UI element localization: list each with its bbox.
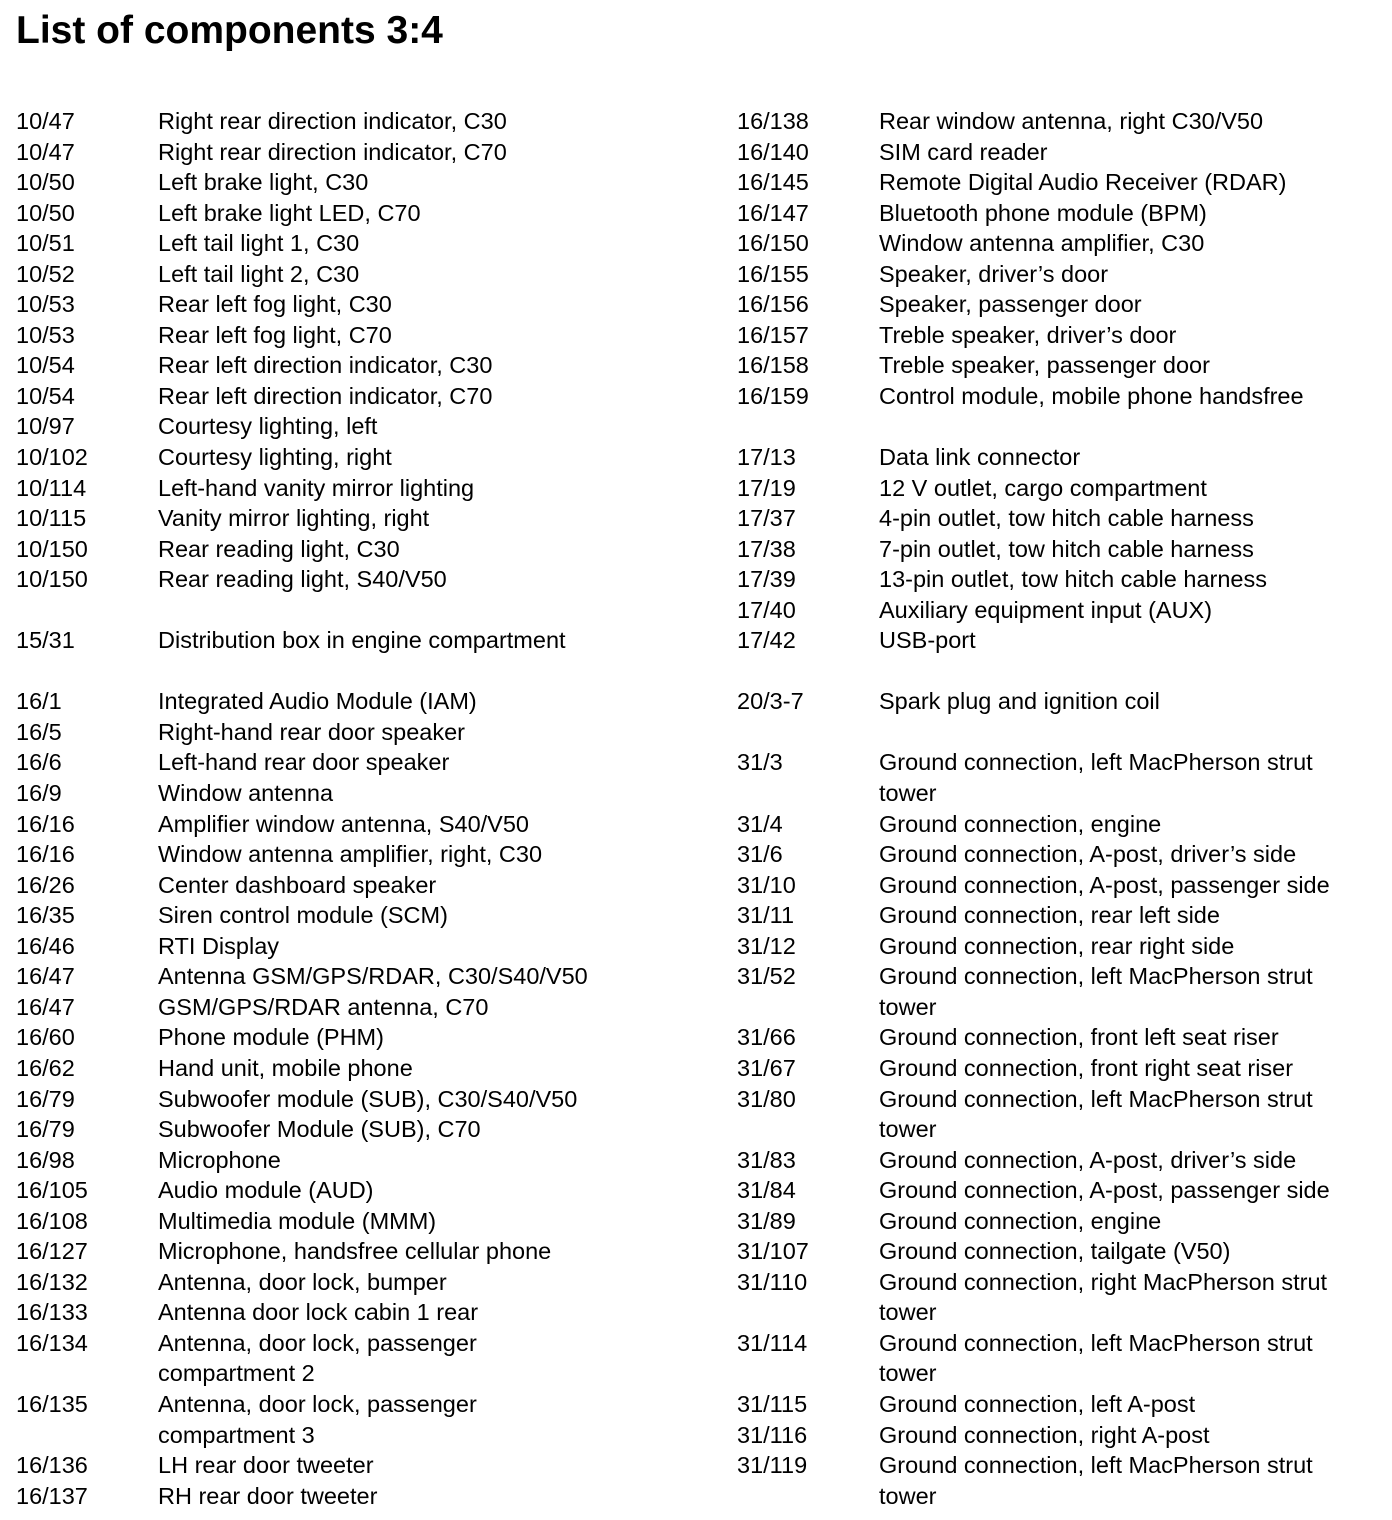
component-code: 16/1: [16, 688, 62, 715]
component-code: 17/37: [737, 505, 796, 532]
component-entry: [16, 534, 716, 565]
component-code: 31/10: [737, 871, 796, 898]
component-description: Microphone: [158, 1146, 281, 1173]
component-entry: [737, 564, 1387, 595]
component-code: 16/136: [16, 1452, 88, 1479]
component-code: 31/115: [737, 1390, 808, 1417]
component-entry: [737, 625, 1387, 656]
component-code: 31/80: [737, 1085, 796, 1112]
component-description: Window antenna amplifier, C30: [879, 230, 1205, 257]
component-code: 10/53: [16, 291, 75, 318]
component-entry: [16, 1206, 716, 1237]
component-description: Ground connection, front right seat riser: [879, 1054, 1294, 1081]
component-code: 16/137: [16, 1482, 88, 1509]
component-code: 10/47: [16, 138, 75, 165]
component-code: 31/107: [737, 1238, 809, 1265]
component-code: 31/6: [737, 841, 783, 868]
group-spacer: [16, 595, 716, 626]
component-entry: [737, 839, 1387, 870]
component-code: 16/105: [16, 1177, 88, 1204]
component-entry: [16, 320, 716, 351]
component-code: 17/39: [737, 566, 796, 593]
component-code: 16/138: [737, 108, 809, 134]
component-code: 16/47: [16, 963, 75, 990]
component-description: Ground connection, A-post, driver’s side: [879, 1146, 1297, 1173]
component-description: Left-hand vanity mirror lighting: [158, 474, 475, 501]
component-list-left-column: [16, 106, 716, 1511]
component-entry: [737, 228, 1387, 259]
component-description: 12 V outlet, cargo compartment: [879, 474, 1207, 501]
component-entry: [16, 992, 716, 1023]
component-description: Vanity mirror lighting, right: [158, 505, 430, 532]
component-code: 31/12: [737, 932, 796, 959]
component-entry: [16, 778, 716, 809]
component-entry: [737, 442, 1387, 473]
component-description: Ground connection, left MacPherson strut tower: [879, 1329, 1313, 1387]
component-entry: [737, 503, 1387, 534]
component-description: Auxiliary equipment input (AUX): [879, 596, 1213, 623]
component-code: 10/50: [16, 169, 75, 196]
component-code: 15/31: [16, 627, 75, 654]
component-entry: [16, 839, 716, 870]
component-description: Microphone, handsfree cellular phone: [158, 1238, 552, 1265]
component-description: Antenna, door lock, passenger compartment 2: [158, 1329, 477, 1387]
component-entry: [737, 381, 1387, 412]
component-description: Antenna, door lock, bumper: [158, 1268, 447, 1295]
component-code: 16/127: [16, 1238, 88, 1265]
component-description: Ground connection, right MacPherson strut tower: [879, 1268, 1328, 1326]
component-entry: [16, 961, 716, 992]
component-entry: [16, 1389, 716, 1450]
component-description: Amplifier window antenna, S40/V50: [158, 810, 529, 837]
component-entry: [16, 900, 716, 931]
component-code: 17/40: [737, 596, 796, 623]
component-description: Left tail light 1, C30: [158, 230, 360, 257]
component-code: 16/26: [16, 871, 75, 898]
component-entry: [16, 747, 716, 778]
component-entry: [737, 137, 1387, 168]
component-entry: [737, 473, 1387, 504]
component-entry: [737, 1175, 1387, 1206]
component-entry: [737, 595, 1387, 626]
component-entry: [16, 167, 716, 198]
component-code: 17/13: [737, 444, 796, 471]
component-description: Ground connection, A-post, passenger side: [879, 1177, 1330, 1204]
component-code: 10/51: [16, 230, 75, 257]
component-description: Multimedia module (MMM): [158, 1207, 437, 1234]
component-description: Subwoofer Module (SUB), C70: [158, 1116, 481, 1143]
component-code: 16/16: [16, 841, 75, 868]
component-entry: [16, 1297, 716, 1328]
component-entry: [16, 137, 716, 168]
component-code: 31/84: [737, 1177, 796, 1204]
component-entry: [737, 167, 1387, 198]
component-description: Ground connection, engine: [879, 1207, 1162, 1234]
component-code: 16/46: [16, 932, 75, 959]
component-entry: [16, 1053, 716, 1084]
group-spacer: [737, 656, 1387, 687]
component-entry: [16, 931, 716, 962]
component-code: 16/132: [16, 1268, 88, 1295]
component-entry: [16, 564, 716, 595]
component-entry: [16, 473, 716, 504]
component-description: Rear left direction indicator, C30: [158, 352, 493, 379]
component-description: Antenna GSM/GPS/RDAR, C30/S40/V50: [158, 963, 588, 990]
component-code: 16/35: [16, 902, 75, 929]
component-entry: [16, 106, 716, 137]
component-code: 31/119: [737, 1452, 808, 1479]
component-code: 16/159: [737, 382, 809, 409]
component-code: 10/97: [16, 413, 75, 440]
component-code: 31/116: [737, 1421, 808, 1448]
component-code: 10/115: [16, 505, 87, 532]
component-description: Left-hand rear door speaker: [158, 749, 450, 776]
group-spacer: [737, 411, 1387, 442]
component-code: 16/60: [16, 1024, 75, 1051]
component-description: Left tail light 2, C30: [158, 260, 360, 287]
component-code: 31/3: [737, 749, 783, 776]
component-description: 4-pin outlet, tow hitch cable harness: [879, 505, 1254, 532]
component-code: 31/11: [737, 902, 795, 929]
component-entry: [737, 320, 1387, 351]
component-description: Rear left fog light, C70: [158, 321, 392, 348]
component-description: Rear window antenna, right C30/V50: [879, 108, 1264, 134]
component-entry: [16, 1175, 716, 1206]
component-description: RTI Display: [158, 932, 280, 959]
component-description: Window antenna amplifier, right, C30: [158, 841, 543, 868]
component-description: Bluetooth phone module (BPM): [879, 199, 1207, 226]
component-description: Ground connection, left MacPherson strut tower: [879, 749, 1313, 807]
component-description: Remote Digital Audio Receiver (RDAR): [879, 169, 1287, 196]
component-code: 31/89: [737, 1207, 796, 1234]
component-code: 16/5: [16, 718, 62, 745]
component-code: 10/50: [16, 199, 75, 226]
component-description: SIM card reader: [879, 138, 1048, 165]
component-code: 31/83: [737, 1146, 796, 1173]
component-entry: [16, 1114, 716, 1145]
component-code: 16/6: [16, 749, 62, 776]
component-description: Antenna door lock cabin 1 rear: [158, 1299, 479, 1326]
component-description: Ground connection, right A-post: [879, 1421, 1210, 1448]
component-entry: [16, 1145, 716, 1176]
component-description: Ground connection, A-post, passenger side: [879, 871, 1330, 898]
component-entry: [16, 1022, 716, 1053]
component-entry: [737, 747, 1387, 808]
component-list-right-column: [737, 106, 1387, 1511]
component-description: Distribution box in engine compartment: [158, 627, 566, 654]
component-code: 31/110: [737, 1268, 808, 1295]
component-description: Audio module (AUD): [158, 1177, 374, 1204]
component-code: 16/47: [16, 993, 75, 1020]
component-entry: [737, 198, 1387, 229]
component-code: 16/155: [737, 260, 809, 287]
component-entry: [737, 870, 1387, 901]
component-code: 16/140: [737, 138, 809, 165]
component-entry: [737, 1145, 1387, 1176]
component-description: LH rear door tweeter: [158, 1452, 374, 1479]
component-code: 16/157: [737, 321, 809, 348]
component-code: 16/133: [16, 1299, 88, 1326]
component-entry: [737, 961, 1387, 1022]
component-description: GSM/GPS/RDAR antenna, C70: [158, 993, 489, 1020]
component-entry: [16, 503, 716, 534]
component-description: Ground connection, engine: [879, 810, 1162, 837]
component-entry: [16, 442, 716, 473]
component-description: Ground connection, A-post, driver’s side: [879, 841, 1297, 868]
component-entry: [16, 809, 716, 840]
component-code: 16/147: [737, 199, 809, 226]
component-description: USB-port: [879, 627, 976, 654]
component-entry: [16, 198, 716, 229]
component-entry: [737, 1053, 1387, 1084]
component-description: Speaker, passenger door: [879, 291, 1142, 318]
component-description: Left brake light, C30: [158, 169, 369, 196]
component-code: 16/79: [16, 1085, 75, 1112]
component-description: Ground connection, left A-post: [879, 1390, 1196, 1417]
component-description: RH rear door tweeter: [158, 1482, 378, 1509]
component-code: 16/156: [737, 291, 809, 318]
component-code: 31/52: [737, 963, 796, 990]
component-entry: [737, 1267, 1387, 1328]
component-entry: [16, 870, 716, 901]
component-description: Rear reading light, S40/V50: [158, 566, 447, 593]
component-code: 10/53: [16, 321, 75, 348]
component-code: 16/145: [737, 169, 809, 196]
component-code: 10/114: [16, 474, 87, 501]
component-description: Ground connection, rear right side: [879, 932, 1235, 959]
component-description: 7-pin outlet, tow hitch cable harness: [879, 535, 1254, 562]
component-code: 31/4: [737, 810, 783, 837]
component-entry: [737, 686, 1387, 717]
component-entry: [16, 289, 716, 320]
component-code: 20/3-7: [737, 688, 804, 715]
component-description: Spark plug and ignition coil: [879, 688, 1160, 715]
component-code: 10/150: [16, 535, 88, 562]
component-description: Ground connection, front left seat riser: [879, 1024, 1279, 1051]
component-description: Phone module (PHM): [158, 1024, 384, 1051]
component-description: 13-pin outlet, tow hitch cable harness: [879, 566, 1267, 593]
component-entry: [16, 1328, 716, 1389]
component-entry: [16, 1481, 716, 1512]
component-code: 31/66: [737, 1024, 796, 1051]
component-code: 16/79: [16, 1116, 75, 1143]
component-description: Treble speaker, passenger door: [879, 352, 1210, 379]
component-entry: [16, 350, 716, 381]
group-spacer: [16, 656, 716, 687]
component-entry: [737, 809, 1387, 840]
component-description: Ground connection, tailgate (V50): [879, 1238, 1231, 1265]
component-code: 17/19: [737, 474, 796, 501]
component-code: 10/47: [16, 108, 75, 134]
component-code: 16/158: [737, 352, 809, 379]
component-code: 17/42: [737, 627, 796, 654]
component-description: Window antenna: [158, 780, 334, 807]
component-description: Courtesy lighting, left: [158, 413, 378, 440]
component-entry: [16, 1084, 716, 1115]
component-description: Ground connection, rear left side: [879, 902, 1220, 929]
component-entry: [737, 1206, 1387, 1237]
component-description: Right rear direction indicator, C30: [158, 108, 507, 134]
component-code: 16/134: [16, 1329, 88, 1356]
component-entry: [737, 350, 1387, 381]
component-code: 10/102: [16, 444, 88, 471]
page-title: List of components 3:4: [16, 9, 443, 52]
component-code: 31/67: [737, 1054, 796, 1081]
component-entry: [16, 1236, 716, 1267]
component-description: Courtesy lighting, right: [158, 444, 392, 471]
component-entry: [737, 106, 1387, 137]
component-description: Ground connection, left MacPherson strut tower: [879, 1085, 1313, 1143]
component-entry: [16, 259, 716, 290]
component-description: Left brake light LED, C70: [158, 199, 421, 226]
component-entry: [737, 259, 1387, 290]
component-code: 16/108: [16, 1207, 88, 1234]
component-entry: [737, 1420, 1387, 1451]
component-description: Center dashboard speaker: [158, 871, 437, 898]
component-entry: [16, 1267, 716, 1298]
component-code: 10/52: [16, 260, 75, 287]
component-description: Right rear direction indicator, C70: [158, 138, 507, 165]
component-code: 17/38: [737, 535, 796, 562]
component-description: Rear reading light, C30: [158, 535, 400, 562]
component-entry: [737, 1450, 1387, 1511]
component-code: 16/62: [16, 1054, 75, 1081]
component-entry: [737, 1084, 1387, 1145]
component-code: 16/135: [16, 1390, 88, 1417]
component-entry: [737, 1389, 1387, 1420]
component-entry: [16, 1450, 716, 1481]
component-description: Treble speaker, driver’s door: [879, 321, 1177, 348]
component-description: Right-hand rear door speaker: [158, 718, 465, 745]
component-entry: [737, 534, 1387, 565]
component-entry: [16, 411, 716, 442]
component-entry: [737, 900, 1387, 931]
component-entry: [737, 1328, 1387, 1389]
component-description: Hand unit, mobile phone: [158, 1054, 413, 1081]
component-entry: [16, 717, 716, 748]
component-entry: [16, 686, 716, 717]
component-description: Data link connector: [879, 444, 1081, 471]
component-code: 10/54: [16, 352, 75, 379]
component-description: Control module, mobile phone handsfree: [879, 382, 1304, 409]
component-description: Ground connection, left MacPherson strut tower: [879, 963, 1313, 1020]
component-entry: [737, 1022, 1387, 1053]
component-description: Siren control module (SCM): [158, 902, 448, 929]
component-description: Subwoofer module (SUB), C30/S40/V50: [158, 1085, 578, 1112]
component-description: Ground connection, left MacPherson strut tower: [879, 1452, 1313, 1509]
component-code: 16/98: [16, 1146, 75, 1173]
component-code: 16/16: [16, 810, 75, 837]
component-description: Speaker, driver’s door: [879, 260, 1109, 287]
component-code: 16/9: [16, 780, 62, 807]
component-entry: [737, 931, 1387, 962]
component-description: Rear left direction indicator, C70: [158, 382, 493, 409]
group-spacer: [737, 717, 1387, 748]
component-entry: [737, 1236, 1387, 1267]
component-code: 16/150: [737, 230, 809, 257]
component-description: Integrated Audio Module (IAM): [158, 688, 477, 715]
component-description: Rear left fog light, C30: [158, 291, 392, 318]
component-entry: [16, 381, 716, 412]
component-code: 31/114: [737, 1329, 808, 1356]
component-description: Antenna, door lock, passenger compartment 3: [158, 1390, 477, 1448]
component-entry: [737, 289, 1387, 320]
component-entry: [16, 228, 716, 259]
component-code: 10/54: [16, 382, 75, 409]
component-entry: [16, 625, 716, 656]
component-code: 10/150: [16, 566, 88, 593]
